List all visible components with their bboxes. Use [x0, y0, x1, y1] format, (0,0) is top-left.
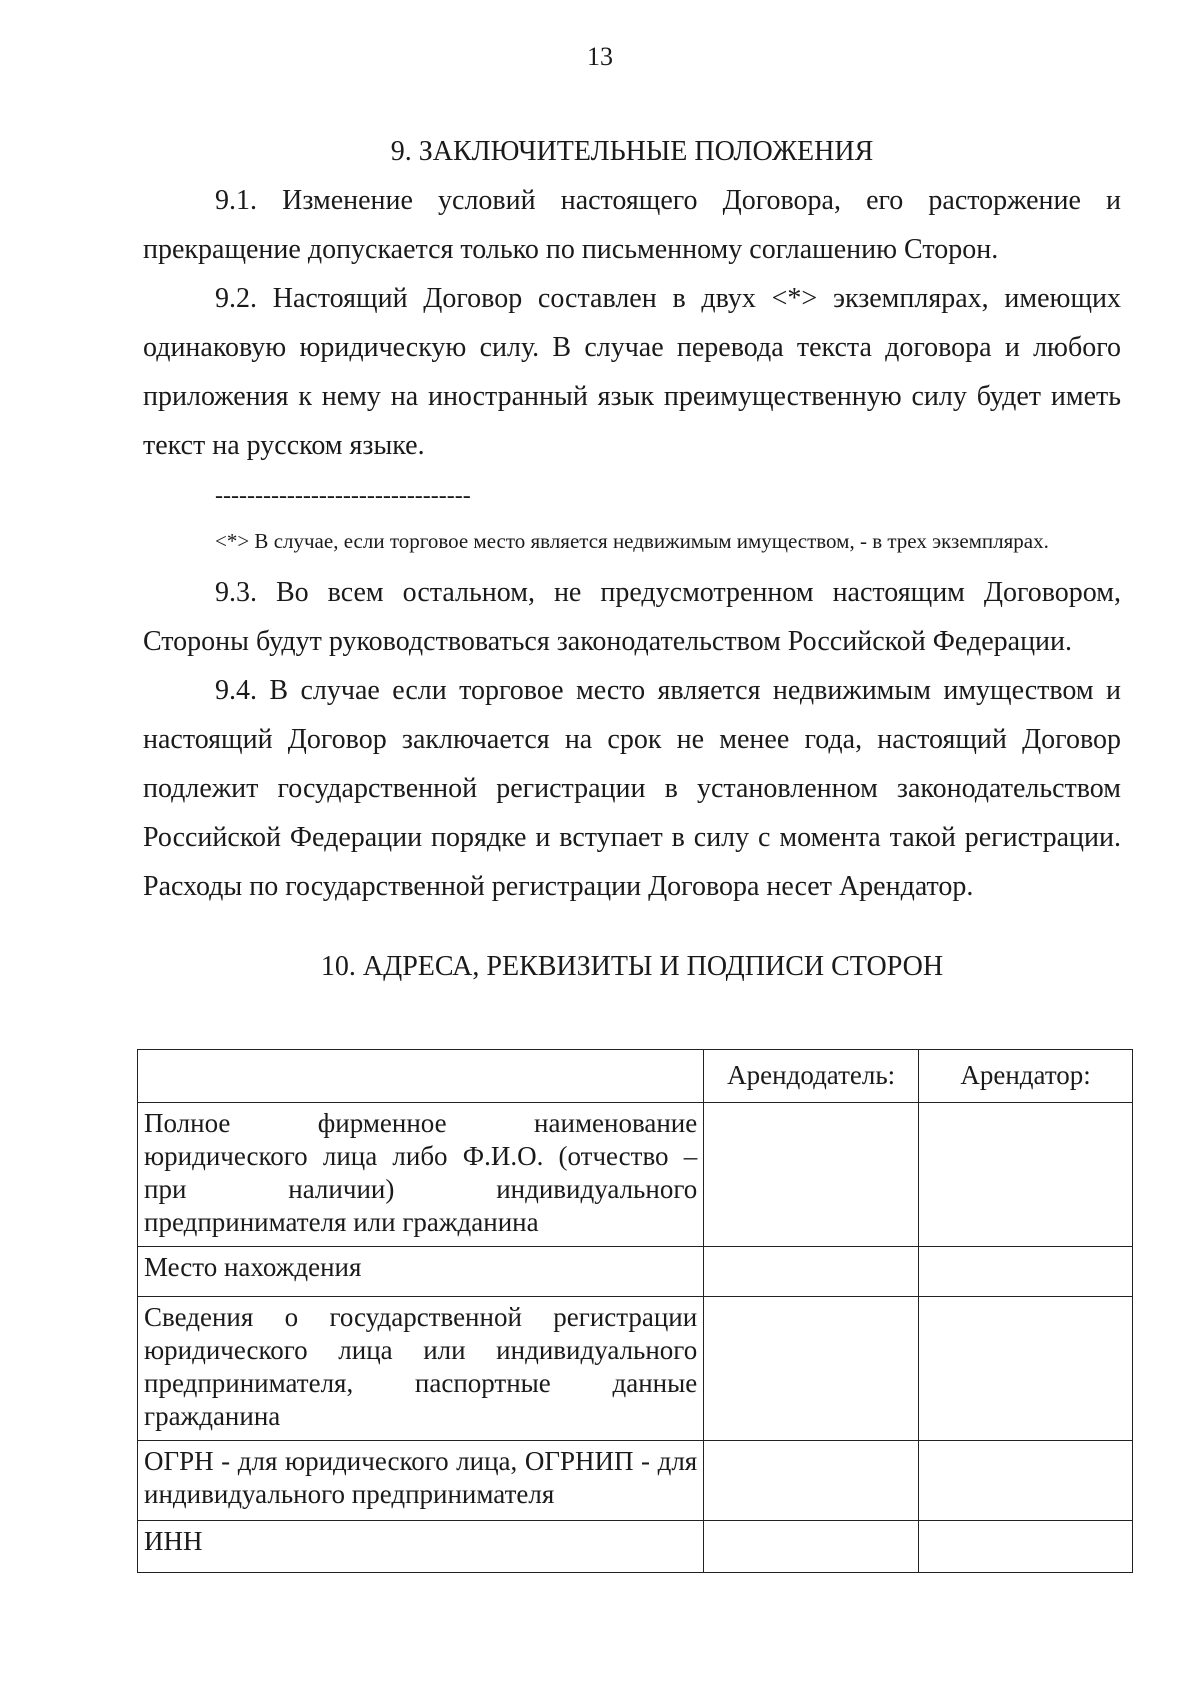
cell-tenant: [919, 1521, 1133, 1573]
cell-landlord: [704, 1103, 919, 1247]
cell-tenant: [919, 1297, 1133, 1441]
document-body: [143, 128, 1121, 1005]
row-label-full-name: Полное фирменное наименование юридического лица либо Ф.И.О. (отчество – при наличии) индивидуального предпринимателя или гражданина: [138, 1103, 704, 1247]
cell-tenant: [919, 1103, 1133, 1247]
table-row: [138, 1297, 1133, 1441]
row-label-ogrn: ОГРН - для юридического лица, ОГРНИП - для индивидуального предпринимателя: [138, 1441, 704, 1521]
footnote: <*> В случае, если торговое место является недвижимым имуществом, - в трех экземплярах.: [215, 529, 1049, 553]
clause-9-3: 9.3. Во всем остальном, не предусмотренном настоящим Договором, Стороны будут руководствоваться законодательством Российской Федерации.: [143, 577, 1121, 657]
cell-landlord: [704, 1247, 919, 1297]
table-row: [138, 1441, 1133, 1521]
clause-9-1: 9.1. Изменение условий настоящего Договора, его расторжение и прекращение допускается только по письменному соглашению Сторон.: [143, 185, 1121, 265]
table-row: [138, 1103, 1133, 1247]
cell-landlord: [704, 1297, 919, 1441]
footnote-separator: --------------------------------: [215, 483, 471, 509]
header-tenant: Арендатор:: [919, 1050, 1133, 1103]
table-row: [138, 1247, 1133, 1297]
cell-landlord: [704, 1521, 919, 1573]
row-label-location: Место нахождения: [138, 1247, 704, 1297]
cell-tenant: [919, 1441, 1133, 1521]
party-details-table: [137, 1049, 1133, 1573]
header-landlord: Арендодатель:: [704, 1050, 919, 1103]
row-label-inn: ИНН: [138, 1521, 704, 1573]
table-header-row: [138, 1050, 1133, 1103]
table-row: [138, 1521, 1133, 1573]
cell-landlord: [704, 1441, 919, 1521]
page-number: 13: [587, 42, 613, 71]
header-blank-cell: [138, 1050, 704, 1103]
clause-9-2: 9.2. Настоящий Договор составлен в двух <*> экземплярах, имеющих одинаковую юридическую силу. В случае перевода текста договора и любого приложения к нему на иностранный язык преимущественную силу будет иметь текст на русском языке.: [143, 283, 1121, 461]
clause-9-4: 9.4. В случае если торговое место является недвижимым имуществом и настоящий Договор заключается на срок не менее года, настоящий Договор подлежит государственной регистрации в установленном законодательством Российской Федерации порядке и вступает в силу с момента такой регистрации. Расходы по государственной регистрации Договора несет Арендатор.: [143, 675, 1121, 902]
row-label-registration: Сведения о государственной регистрации юридического лица или индивидуального предпринимателя, паспортные данные гражданина: [138, 1297, 704, 1441]
section-9-heading: 9. ЗАКЛЮЧИТЕЛЬНЫЕ ПОЛОЖЕНИЯ: [390, 136, 874, 167]
section-10-heading: 10. АДРЕСА, РЕКВИЗИТЫ И ПОДПИСИ СТОРОН: [320, 951, 944, 982]
cell-tenant: [919, 1247, 1133, 1297]
